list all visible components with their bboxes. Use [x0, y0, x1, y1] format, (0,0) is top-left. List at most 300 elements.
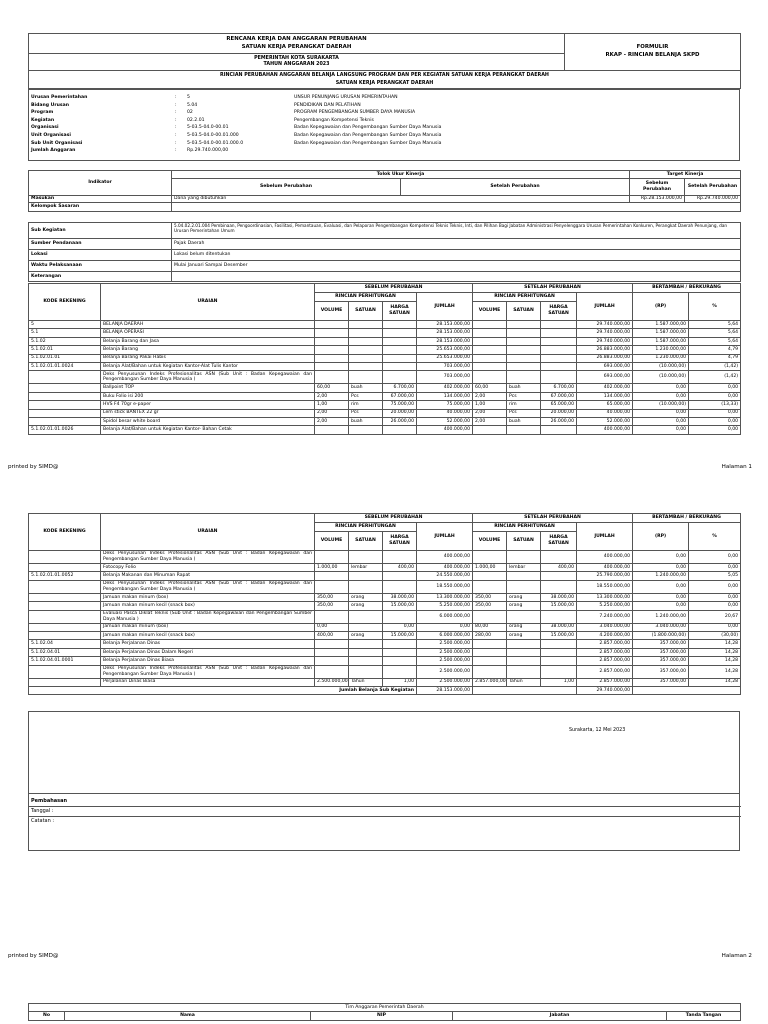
- satuan-cell: [349, 551, 383, 564]
- kode-cell: [29, 610, 101, 623]
- kode-cell: 5.1.02.01: [29, 346, 101, 354]
- kode-cell: 5.1.02.04.01: [29, 648, 101, 656]
- persen-cell: 14,28: [689, 665, 741, 678]
- harga-cell: 1,00: [541, 678, 577, 686]
- jumlah-cell: 18.550.000,00: [577, 580, 633, 593]
- uraian-cell: Deks Penyusunan Indeks Profesionalitas ASN (Sub Unit : Badan Kepegawaian dan Pengembangan Sumber Daya Manusia ): [101, 665, 315, 678]
- satuan-cell: Tahun: [507, 678, 541, 686]
- selisih-cell: 0,00: [633, 417, 689, 425]
- info-row: Kegiatan : 02.2.01 Pengembangan Kompetensi Teknis: [31, 117, 374, 123]
- harga-cell: [383, 610, 417, 623]
- jumlah-cell: 25.653.000,00: [417, 354, 473, 362]
- volume-cell: 400,00: [315, 631, 349, 639]
- volume-cell: 60,00: [473, 384, 507, 392]
- harga-cell: [541, 354, 577, 362]
- harga-cell: [383, 640, 417, 648]
- harga-cell: [383, 321, 417, 329]
- pct-header: %: [689, 293, 741, 321]
- page-2: [8, 513, 752, 963]
- jumlah-cell: 400.000,00: [417, 426, 473, 434]
- table-row: [29, 401, 741, 409]
- persen-cell: 0,00: [689, 623, 741, 631]
- satuan-header: SATUAN: [507, 532, 541, 551]
- satuan-cell: [349, 665, 383, 678]
- satuan-cell: [349, 321, 383, 329]
- harga-cell: 20.000,00: [541, 409, 577, 417]
- jumlah-cell: 28.153.000,00: [417, 321, 473, 329]
- harga-cell: 15.000,00: [541, 631, 577, 639]
- jumlah-cell: 4.200.000,00: [577, 631, 633, 639]
- volume-cell: [473, 337, 507, 345]
- jumlah-cell: 13.300.000,00: [417, 593, 473, 601]
- jumlah-cell: 52.000,00: [577, 417, 633, 425]
- volume-cell: [473, 346, 507, 354]
- sebelum-header: SEBELUM PERUBAHAN: [315, 514, 473, 523]
- kode-cell: [29, 564, 101, 572]
- jumlah-cell: 693.000,00: [577, 362, 633, 370]
- volume-cell: [473, 640, 507, 648]
- report-subtitle: SATUAN KERJA PERANGKAT DAERAH: [241, 43, 352, 50]
- satuan-cell: orang: [507, 593, 541, 601]
- jumlah-cell: 2.857.000,00: [577, 665, 633, 678]
- satuan-cell: [507, 551, 541, 564]
- volume-cell: [473, 362, 507, 370]
- jumlah-cell: 40.000,00: [417, 409, 473, 417]
- harga-cell: 15.000,00: [383, 602, 417, 610]
- table-row: [29, 602, 741, 610]
- satuan-cell: orang: [507, 631, 541, 639]
- harga-cell: 400,00: [541, 564, 577, 572]
- tim-ttd-header: Tanda Tangan: [667, 1012, 741, 1021]
- setelah-header: SETELAH PERUBAHAN: [473, 514, 633, 523]
- jumlah-cell: 29.740.000,00: [577, 337, 633, 345]
- uraian-cell: Spidol besar white board: [101, 417, 315, 425]
- tim-anggaran-table: [28, 1003, 741, 1021]
- table-row: [29, 623, 741, 631]
- jumlah-cell: 2.500.000,00: [417, 648, 473, 656]
- harga-cell: [383, 665, 417, 678]
- kode-cell: [29, 371, 101, 384]
- satuan-cell: buah: [349, 417, 383, 425]
- uraian-cell: Belanja Alat/Bahan untuk Kegiatan Kantor- Bahan Cetak: [101, 426, 315, 434]
- info-row: Program : 02 PROGRAM PENGEMBANGAN SUMBER DAYA MANUSIA: [31, 110, 416, 116]
- info-label: Unit Organisasi: [31, 132, 71, 138]
- info-label: Bidang Urusan: [31, 102, 69, 108]
- info-code: 5-03.5-04.0-00.01: [187, 125, 229, 131]
- volume-cell: 2,00: [315, 417, 349, 425]
- uraian-cell: Belanja Perjalanan Dinas Biasa: [101, 657, 315, 665]
- volume-cell: [315, 337, 349, 345]
- satuan-cell: orang: [349, 602, 383, 610]
- jumlah-cell: 25.790.000,00: [577, 572, 633, 580]
- volume-cell: [315, 572, 349, 580]
- indikator-header: Indikator: [29, 171, 172, 196]
- volume-cell: 60,00: [315, 384, 349, 392]
- uraian-cell: Jamuan makan minum (box): [101, 623, 315, 631]
- rincian-header: RINCIAN PERHITUNGAN: [315, 293, 417, 302]
- pembahasan-box: [28, 793, 740, 851]
- volume-cell: 2,00: [315, 409, 349, 417]
- harga-cell: [541, 337, 577, 345]
- harga-cell: [541, 551, 577, 564]
- meta-label: Waktu Pelaksanaan: [29, 261, 172, 272]
- harga-cell: [541, 346, 577, 354]
- info-code: 02.2.01: [187, 117, 205, 123]
- harga-cell: 75.000,00: [383, 401, 417, 409]
- harga-cell: [383, 371, 417, 384]
- pembahasan-label: Pembahasan: [31, 798, 68, 804]
- persen-cell: 5,64: [689, 329, 741, 337]
- harga-cell: [541, 362, 577, 370]
- selisih-cell: 1.240.000,00: [633, 572, 689, 580]
- info-label: Kegiatan: [31, 117, 55, 123]
- table-row: [29, 384, 741, 392]
- persen-cell: 0,00: [689, 426, 741, 434]
- info-code: 5-03.5-04.0-00.01.000.0: [187, 140, 244, 146]
- volume-cell: [473, 329, 507, 337]
- jumlah-cell: 65.000,00: [577, 401, 633, 409]
- page-number-1: Halaman 1: [721, 464, 752, 470]
- jumlah-cell: 5.250.000,00: [417, 602, 473, 610]
- total-setelah: 29.740.000,00: [577, 686, 633, 694]
- satuan-cell: [507, 426, 541, 434]
- pemkot-label: PEMERINTAH KOTA SURAKARTA: [254, 55, 339, 61]
- table-row: [29, 417, 741, 425]
- jumlah-cell: 400.000,00: [577, 564, 633, 572]
- uraian-cell: Deks Penyusunan Indeks Profesionalitas ASN (Sub Unit : Badan Kepegawaian dan Pengembangan Sumber Daya Manusia ): [101, 371, 315, 384]
- jumlah-cell: 0,00: [417, 623, 473, 631]
- satuan-cell: rim: [507, 401, 541, 409]
- harga-cell: 20.000,00: [383, 409, 417, 417]
- kode-header: KODE REKENING: [29, 284, 101, 321]
- satuan-cell: orang: [349, 593, 383, 601]
- selisih-cell: 357.000,00: [633, 640, 689, 648]
- kode-cell: 5.1.02.01.01.0024: [29, 362, 101, 370]
- uraian-cell: Jamuan makan minum kecil (snack box): [101, 631, 315, 639]
- selisih-cell: 0,00: [633, 580, 689, 593]
- table-row: [29, 678, 741, 686]
- harga-cell: 400,00: [383, 564, 417, 572]
- uraian-cell: Perjalanan Dinas Biasa: [101, 678, 315, 686]
- report-title: RENCANA KERJA DAN ANGGARAN PERUBAHAN: [226, 36, 367, 43]
- info-desc: Badan Kepegawaian dan Pengembangan Sumber Daya Manusia: [294, 140, 442, 146]
- table-row: [29, 657, 741, 665]
- persen-cell: 0,00: [689, 593, 741, 601]
- tim-title: Tim Anggaran Pemerintah Daerah: [29, 1004, 741, 1012]
- selisih-cell: 0,00: [633, 392, 689, 400]
- satuan-cell: buah: [507, 417, 541, 425]
- info-label: Urusan Pemerintahan: [31, 95, 88, 100]
- satuan-cell: [507, 346, 541, 354]
- kode-cell: [29, 678, 101, 686]
- harga-cell: 1,00: [383, 678, 417, 686]
- masukan-sebelum: Rp.28.153.000,00: [630, 196, 685, 203]
- satuan-cell: [349, 426, 383, 434]
- harga-cell: 26.000,00: [541, 417, 577, 425]
- harga-cell: [541, 657, 577, 665]
- tim-no-header: No: [29, 1012, 65, 1021]
- selisih-cell: 0,00: [633, 384, 689, 392]
- table-row: [29, 640, 741, 648]
- volume-cell: [473, 551, 507, 564]
- jumlah-cell: 2.857.000,00: [577, 657, 633, 665]
- uraian-cell: Ballpoint TOP: [101, 384, 315, 392]
- sebelum-header: SEBELUM PERUBAHAN: [315, 284, 473, 293]
- rincian-table-page-1: [28, 283, 741, 435]
- harga-cell: [383, 572, 417, 580]
- table-row: [29, 610, 741, 623]
- jumlah-cell: 6.000.000,00: [417, 610, 473, 623]
- selisih-cell: 0,00: [633, 602, 689, 610]
- setelah-header: Setelah Perubahan: [401, 179, 630, 196]
- jumlah-cell: 28.153.000,00: [417, 337, 473, 345]
- rincian-table-page-2: [28, 513, 741, 695]
- volume-cell: [315, 610, 349, 623]
- persen-cell: 0,00: [689, 392, 741, 400]
- info-row: Jumlah Anggaran : Rp.29.740.000,00: [31, 148, 229, 154]
- selisih-cell: 357.000,00: [633, 657, 689, 665]
- harga-cell: [383, 346, 417, 354]
- info-desc: Pengembangan Kompetensi Teknis: [294, 117, 374, 123]
- satuan-cell: [349, 371, 383, 384]
- harga-cell: [541, 329, 577, 337]
- kode-cell: 5.1: [29, 329, 101, 337]
- satuan-cell: [349, 329, 383, 337]
- rp-header: (RP): [633, 523, 689, 551]
- selisih-cell: 1.587.000,00: [633, 321, 689, 329]
- satuan-cell: [507, 371, 541, 384]
- meta-value: [172, 272, 741, 282]
- volume-cell: [473, 580, 507, 593]
- uraian-cell: BELANJA OPERASI: [101, 329, 315, 337]
- satuan-cell: [349, 354, 383, 362]
- info-row: Sub Unit Organisasi : 5-03.5-04.0-00.01.000.0 Badan Kepegawaian dan Pengembangan Sumber Daya Manusia: [31, 140, 442, 146]
- kode-cell: 5.1.02.04.01.0001: [29, 657, 101, 665]
- harga-cell: 38.000,00: [541, 593, 577, 601]
- meta-value: Lokasi belum ditentukan: [172, 250, 741, 261]
- selisih-cell: (10.000,00): [633, 401, 689, 409]
- signature-area: [28, 711, 740, 793]
- volume-cell: 350,00: [473, 602, 507, 610]
- jumlah-cell: 2.500.000,00: [417, 665, 473, 678]
- uraian-cell: Belanja Barang dan Jasa: [101, 337, 315, 345]
- volume-header: VOLUME: [315, 532, 349, 551]
- kode-cell: [29, 623, 101, 631]
- uraian-cell: Lem stick BANTEX 22 gr: [101, 409, 315, 417]
- harga-cell: [383, 337, 417, 345]
- info-label: Organisasi: [31, 125, 59, 131]
- meta-table: [28, 222, 741, 282]
- jumlah-cell: 703.000,00: [417, 362, 473, 370]
- selisih-cell: 0,00: [633, 593, 689, 601]
- jumlah-cell: 3.040.000,00: [577, 623, 633, 631]
- jumlah-cell: 402.000,00: [577, 384, 633, 392]
- printed-by-2: printed by SIMD@: [8, 953, 59, 959]
- persen-cell: 0,00: [689, 564, 741, 572]
- jumlah-header: JUMLAH: [417, 523, 473, 551]
- harga-cell: [541, 665, 577, 678]
- tolok-header: Tolok Ukur Kinerja: [172, 171, 630, 179]
- table-row: [29, 551, 741, 564]
- pct-header: %: [689, 523, 741, 551]
- kode-cell: 5: [29, 321, 101, 329]
- kode-cell: [29, 551, 101, 564]
- volume-cell: [315, 371, 349, 384]
- volume-cell: [315, 640, 349, 648]
- jumlah-cell: 2.500.000,00: [417, 640, 473, 648]
- selisih-cell: 0,00: [633, 426, 689, 434]
- jumlah-cell: 400.000,00: [417, 551, 473, 564]
- rincian-body-page-1: [29, 321, 741, 435]
- harga-cell: [541, 426, 577, 434]
- rp-header: (RP): [633, 293, 689, 321]
- kode-cell: 5.1.02.01.01.0026: [29, 426, 101, 434]
- harga-header: HARGA SATUAN: [541, 532, 577, 551]
- kode-cell: [29, 401, 101, 409]
- uraian-cell: Evaluasi Pasca Diklat Teknis (Sub Unit : Badan Kepegawaian dan Pengembangan Sumber Daya Manusia ): [101, 610, 315, 623]
- meta-label: Sub Kegiatan: [29, 223, 172, 239]
- page-1: [8, 33, 752, 470]
- satuan-cell: [507, 354, 541, 362]
- satuan-cell: Pcs: [349, 409, 383, 417]
- persen-cell: (1,42): [689, 371, 741, 384]
- satuan-header: SATUAN: [349, 532, 383, 551]
- uraian-cell: HVS F4 70gr e-paper: [101, 401, 315, 409]
- uraian-cell: Jamuan makan minum kecil (snack box): [101, 602, 315, 610]
- harga-cell: [541, 371, 577, 384]
- harga-cell: [541, 580, 577, 593]
- jumlah-cell: 5.250.000,00: [577, 602, 633, 610]
- volume-cell: [473, 354, 507, 362]
- selisih-cell: 3.040.000,00: [633, 623, 689, 631]
- persen-cell: 14,28: [689, 678, 741, 686]
- jumlah-cell: 2.500.000,00: [417, 657, 473, 665]
- harga-cell: 38.000,00: [541, 623, 577, 631]
- harga-header: HARGA SATUAN: [383, 302, 417, 321]
- jumlah-cell: 7.240.000,00: [577, 610, 633, 623]
- harga-cell: [383, 426, 417, 434]
- info-label: Sub Unit Organisasi: [31, 140, 83, 146]
- satuan-cell: buah: [349, 384, 383, 392]
- rincian-header: RINCIAN PERHITUNGAN: [315, 523, 417, 532]
- jumlah-header: JUMLAH: [577, 523, 633, 551]
- satuan-cell: [507, 572, 541, 580]
- volume-cell: 2.857.000,00: [473, 678, 507, 686]
- jumlah-cell: 52.000,00: [417, 417, 473, 425]
- jumlah-cell: 693.000,00: [577, 371, 633, 384]
- persen-cell: (13,33): [689, 401, 741, 409]
- harga-cell: 15.000,00: [541, 602, 577, 610]
- harga-cell: 15.000,00: [383, 631, 417, 639]
- jumlah-cell: 29.740.000,00: [577, 329, 633, 337]
- satuan-cell: [349, 362, 383, 370]
- table-row: [29, 329, 741, 337]
- persen-cell: 20,67: [689, 610, 741, 623]
- jumlah-cell: 13.300.000,00: [577, 593, 633, 601]
- jumlah-cell: 40.000,00: [577, 409, 633, 417]
- info-desc: PROGRAM PENGEMBANGAN SUMBER DAYA MANUSIA: [294, 110, 416, 116]
- satuan-cell: [507, 329, 541, 337]
- volume-cell: [473, 610, 507, 623]
- rincian-body-page-2: [29, 551, 741, 687]
- kelompok-label: Kelompok Sasaran: [29, 203, 172, 212]
- kode-cell: 5.1.02.04: [29, 640, 101, 648]
- satuan-cell: [349, 580, 383, 593]
- harga-cell: 65.000,00: [541, 401, 577, 409]
- rincian-header: RINCIAN PERHITUNGAN: [473, 523, 577, 532]
- meta-value: Pajak Daerah: [172, 239, 741, 250]
- jumlah-cell: 134.000,00: [577, 392, 633, 400]
- uraian-cell: Belanja Barang Pakai Habis: [101, 354, 315, 362]
- total-sebelum: 28.153.000,00: [417, 686, 473, 694]
- table-row: [29, 321, 741, 329]
- header-table: [28, 33, 741, 89]
- volume-cell: 1,00: [315, 401, 349, 409]
- harga-cell: 67.000,00: [541, 392, 577, 400]
- tim-nip-header: NIP: [311, 1012, 453, 1021]
- selisih-cell: 357.000,00: [633, 665, 689, 678]
- kode-cell: 5.1.02.01.01: [29, 354, 101, 362]
- volume-cell: [315, 426, 349, 434]
- info-desc: UNSUR PENUNJANG URUSAN PEMERINTAHAN: [294, 95, 398, 100]
- jumlah-cell: 703.000,00: [417, 371, 473, 384]
- rincian-subtitle: SATUAN KERJA PERANGKAT DAERAH: [335, 80, 434, 86]
- satuan-cell: [349, 572, 383, 580]
- satuan-cell: [507, 665, 541, 678]
- table-row: [29, 564, 741, 572]
- uraian-cell: Deks Penyusunan Indeks Profesionalitas ASN (Sub Unit : Badan Kepegawaian dan Pengembangan Sumber Daya Manusia ): [101, 580, 315, 593]
- meta-label: Keterangan: [29, 272, 172, 282]
- volume-cell: [473, 572, 507, 580]
- formulir-name: RKAP - RINCIAN BELANJA SKPD: [605, 52, 700, 58]
- satuan-cell: Pcs: [507, 409, 541, 417]
- persen-cell: 5,05: [689, 572, 741, 580]
- masukan-setelah: Rp.29.740.000,00: [685, 196, 741, 203]
- satuan-cell: [507, 580, 541, 593]
- persen-cell: 0,00: [689, 551, 741, 564]
- harga-cell: [383, 354, 417, 362]
- satuan-cell: [507, 657, 541, 665]
- jumlah-cell: 134.000,00: [417, 392, 473, 400]
- info-code: 02: [187, 110, 193, 116]
- volume-cell: 350,00: [473, 593, 507, 601]
- satuan-cell: lembar: [507, 564, 541, 572]
- persen-cell: 0,00: [689, 384, 741, 392]
- harga-cell: [383, 580, 417, 593]
- tim-nama-header: Nama: [65, 1012, 311, 1021]
- jumlah-cell: 25.653.000,00: [417, 346, 473, 354]
- masukan-label: Masukan: [29, 196, 172, 203]
- volume-cell: 2,00: [315, 392, 349, 400]
- kode-cell: 5.1.02: [29, 337, 101, 345]
- selisih-cell: (10.000,00): [633, 371, 689, 384]
- table-row: [29, 346, 741, 354]
- satuan-cell: [507, 648, 541, 656]
- selisih-cell: 1.230.000,00: [633, 354, 689, 362]
- selisih-cell: 357.000,00: [633, 648, 689, 656]
- satuan-cell: [349, 346, 383, 354]
- info-block: [28, 89, 740, 161]
- formulir-label: FORMULIR: [636, 44, 669, 51]
- table-row: [29, 665, 741, 678]
- volume-cell: [315, 329, 349, 337]
- harga-cell: [541, 321, 577, 329]
- info-desc: PENDIDIKAN DAN PELATIHAN: [294, 102, 361, 108]
- kode-header: KODE REKENING: [29, 514, 101, 551]
- harga-cell: 38.000,00: [383, 593, 417, 601]
- volume-cell: [315, 354, 349, 362]
- table-row: [29, 337, 741, 345]
